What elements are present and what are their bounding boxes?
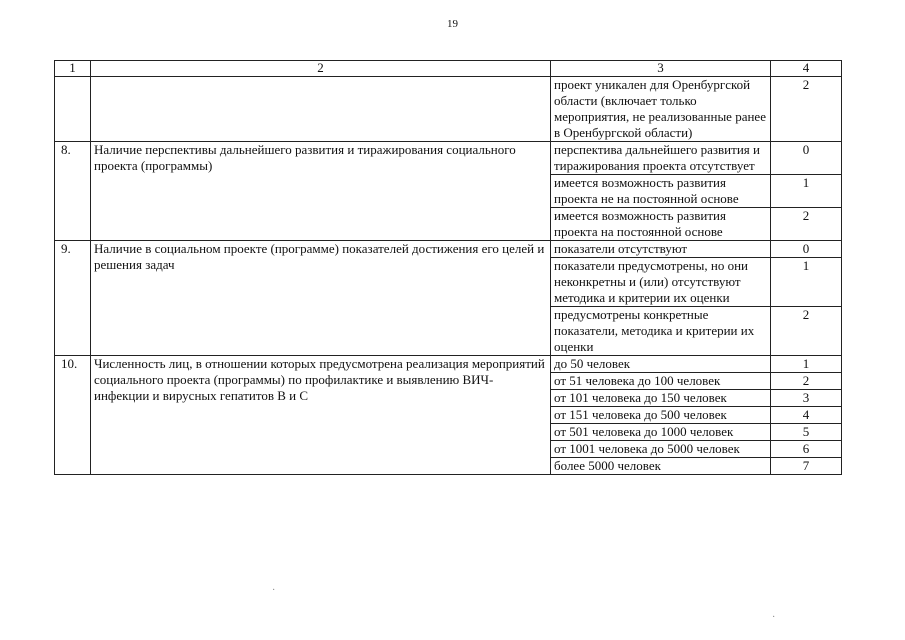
criteria-table: [54, 60, 842, 475]
option-cell: имеется возможность развития проекта на постоянной основе: [551, 208, 771, 241]
option-cell: от 151 человека до 500 человек: [551, 407, 771, 424]
score-cell: 7: [771, 458, 842, 475]
option-cell: перспектива дальнейшего развития и тиражирования проекта отсутствует: [551, 142, 771, 175]
num-cell: 10.: [55, 356, 91, 475]
num-cell: 8.: [55, 142, 91, 241]
option-cell: предусмотрены конкретные показатели, методика и критерии их оценки: [551, 307, 771, 356]
option-cell: имеется возможность развития проекта не на постоянной основе: [551, 175, 771, 208]
header-cell: 4: [771, 61, 842, 77]
option-cell: от 501 человека до 1000 человек: [551, 424, 771, 441]
scan-speck: ·: [272, 585, 276, 596]
table-row: [55, 356, 842, 373]
score-cell: 2: [771, 208, 842, 241]
table-row: [55, 241, 842, 258]
option-cell: более 5000 человек: [551, 458, 771, 475]
criterion-cell: Наличие в социальном проекте (программе) показателей достижения его целей и решения задач: [91, 241, 551, 356]
option-cell: от 101 человека до 150 человек: [551, 390, 771, 407]
table-row: [55, 77, 842, 142]
option-cell: от 1001 человека до 5000 человек: [551, 441, 771, 458]
page-number: 19: [447, 18, 458, 30]
num-cell: 9.: [55, 241, 91, 356]
score-cell: 2: [771, 77, 842, 142]
header-cell: 2: [91, 61, 551, 77]
criterion-cell: Наличие перспективы дальнейшего развития и тиражирования социального проекта (программы): [91, 142, 551, 241]
scan-speck: ·: [772, 612, 776, 623]
header-cell: 1: [55, 61, 91, 77]
score-cell: 3: [771, 390, 842, 407]
header-cell: 3: [551, 61, 771, 77]
option-cell: проект уникален для Оренбургской области (включает только мероприятия, не реализованные ранее в Оренбургской области): [551, 77, 771, 142]
score-cell: 6: [771, 441, 842, 458]
score-cell: 0: [771, 142, 842, 175]
score-cell: 1: [771, 258, 842, 307]
score-cell: 4: [771, 407, 842, 424]
score-cell: 2: [771, 373, 842, 390]
score-cell: 0: [771, 241, 842, 258]
score-cell: 2: [771, 307, 842, 356]
option-cell: показатели предусмотрены, но они неконкретны и (или) отсутствуют методика и критерии их оценки: [551, 258, 771, 307]
header-row: [55, 61, 842, 77]
option-cell: до 50 человек: [551, 356, 771, 373]
criterion-cell: Численность лиц, в отношении которых предусмотрена реализация мероприятий социального проекта (программы) по профилактике и выявлению ВИЧ-инфекции и вирусных гепатитов В и С: [91, 356, 551, 475]
num-cell: [55, 77, 91, 142]
score-cell: 5: [771, 424, 842, 441]
criterion-cell: [91, 77, 551, 142]
score-cell: 1: [771, 356, 842, 373]
table-row: [55, 142, 842, 175]
score-cell: 1: [771, 175, 842, 208]
option-cell: показатели отсутствуют: [551, 241, 771, 258]
option-cell: от 51 человека до 100 человек: [551, 373, 771, 390]
